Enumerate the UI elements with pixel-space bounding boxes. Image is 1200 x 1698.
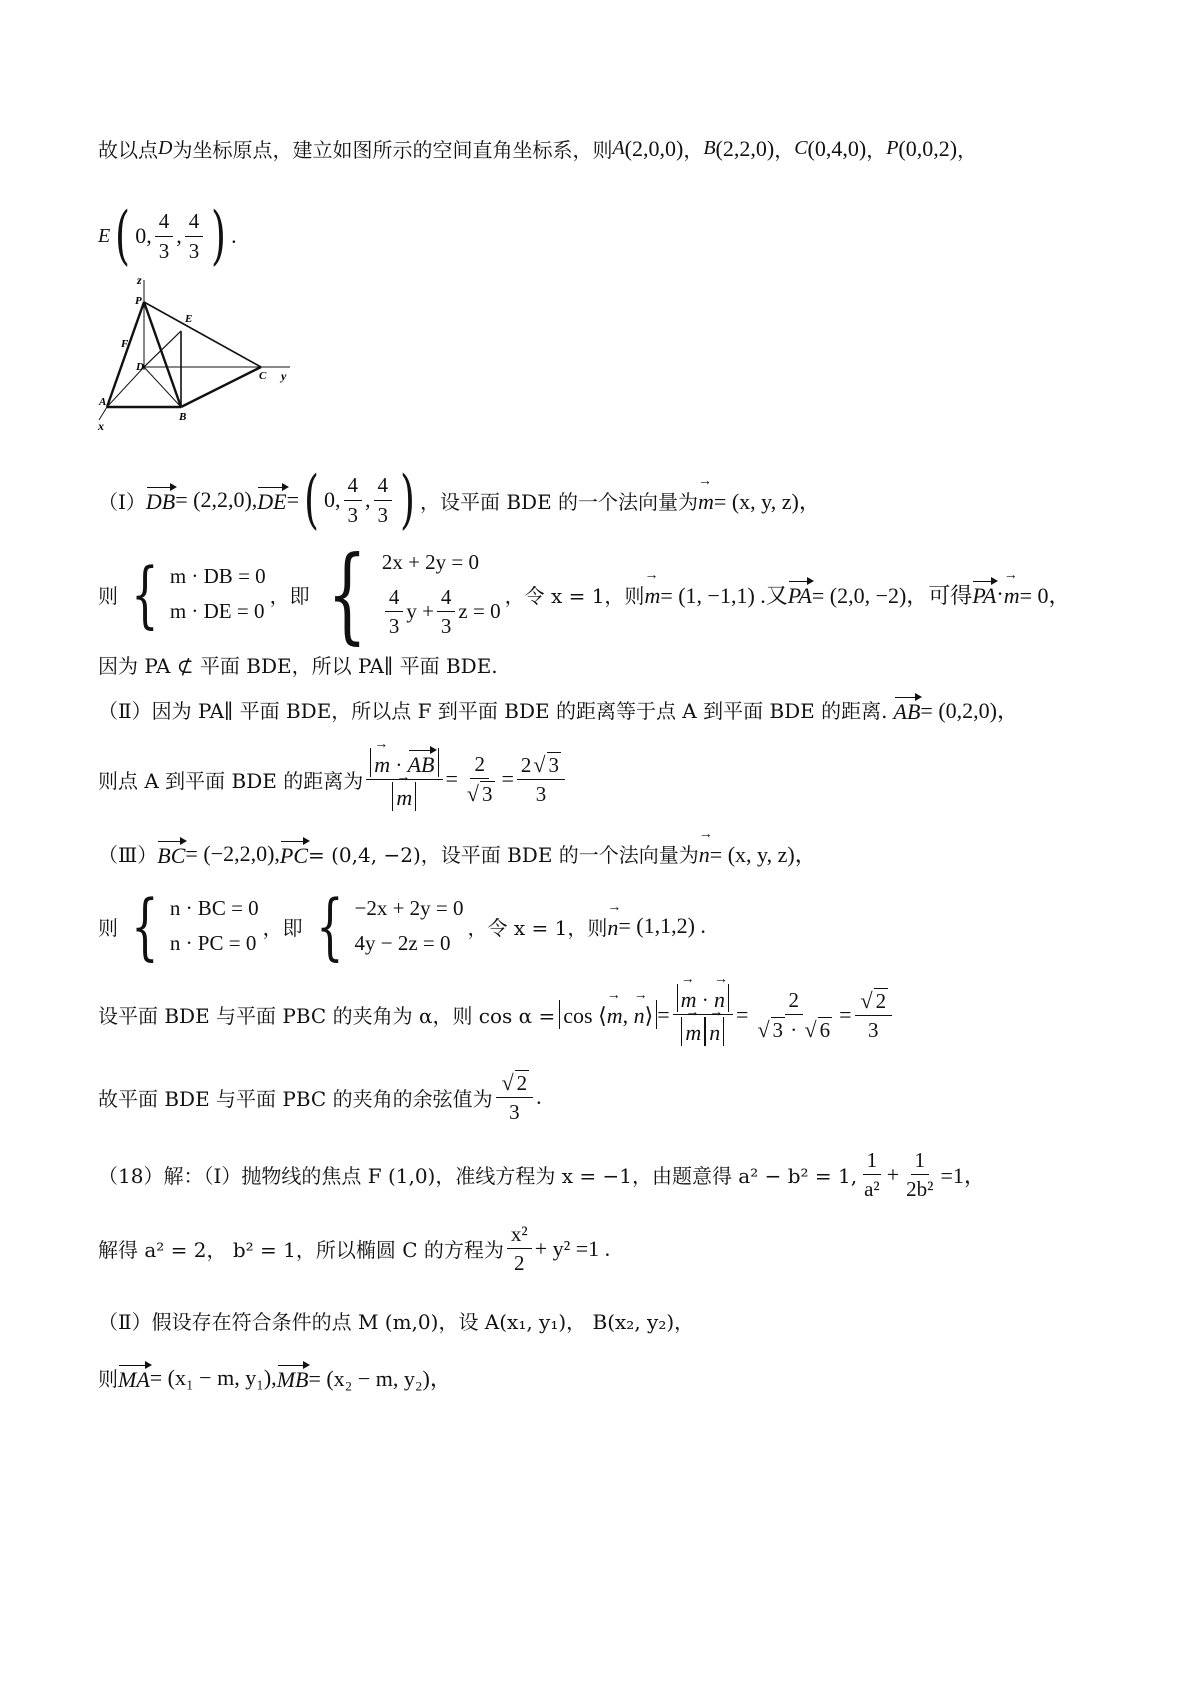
vector: BC: [157, 839, 185, 869]
fraction: $\frac{2}{√ 3}$: [466, 752, 493, 807]
text: ，即: [262, 915, 303, 940]
geometry-figure: [95, 272, 315, 432]
equals: =: [445, 766, 458, 792]
fraction: $\frac{4}{3}$: [155, 209, 174, 262]
fraction: $\frac{4}{3}$: [374, 473, 393, 526]
q18-vectors: [98, 1362, 452, 1393]
vector-m: → m: [644, 580, 660, 609]
vector-value: = (1, −1,1) .又: [660, 582, 788, 608]
fraction: → m · → n → m→ n: [673, 984, 733, 1046]
vector: DE: [257, 485, 286, 515]
coord: 0,: [324, 487, 341, 512]
comma: ,: [365, 487, 371, 512]
vector-value: = (x₁ − m, y₁),: [149, 1364, 277, 1390]
coordinate: (2,0,0): [624, 135, 684, 161]
fraction: $\frac{1}{\text{2b²}}$: [906, 1148, 934, 1202]
text: ，: [866, 138, 887, 162]
point-label-a: A: [99, 396, 107, 408]
equals: =: [501, 766, 514, 792]
point-label: E: [98, 224, 111, 247]
text: =1，: [940, 1163, 986, 1189]
text: ，令 x = 1，则: [504, 583, 645, 608]
paren: ): [211, 199, 227, 273]
part3-system: [98, 884, 706, 968]
point-label-e: E: [185, 313, 193, 325]
text: 设平面 BDE 与平面 PBC 的夹角为 α，则 cos α =: [98, 1004, 556, 1029]
coordinate: (2,2,0): [715, 135, 775, 161]
fraction: $\frac{2}{√ 3 \cdot √ 6}$: [757, 987, 831, 1042]
part2-distance: [98, 748, 568, 811]
coordinate: (0,4,0): [807, 135, 867, 161]
equation-system: [307, 884, 464, 968]
vector-value: = (2,2,0),: [175, 487, 258, 512]
equals: =: [657, 1001, 670, 1027]
equation-system: [122, 884, 259, 968]
fraction: $\frac{\text{x²}}{2}$: [507, 1222, 532, 1275]
vector: AB: [894, 695, 921, 725]
part1-vectors: [98, 463, 821, 537]
equation: $\frac{4}{3}$ y + $\frac{4}{3}$ z = 0: [382, 585, 501, 638]
q18-part1: [98, 1148, 986, 1201]
conclusion-parallel: [98, 650, 498, 679]
equation-system: [122, 552, 266, 636]
text: 故平面 BDE 与平面 PBC 的夹角的余弦值为: [98, 1086, 493, 1111]
vector: MA: [118, 1363, 150, 1393]
vector: PA: [972, 579, 996, 609]
text: 因为 PA ⊄ 平面 BDE，所以 PA∥ 平面 BDE.: [98, 654, 498, 678]
text: ，即: [269, 583, 310, 608]
q18-ellipse: [98, 1222, 610, 1275]
part3-cosine: [98, 984, 895, 1046]
text: ，: [957, 138, 978, 162]
vector-value: = (x, y, z)，: [713, 488, 821, 514]
part-label: （Ⅲ）: [98, 843, 158, 867]
text: ，: [683, 138, 704, 162]
coordinate: (0,0,2): [898, 135, 958, 161]
part3-answer: [98, 1070, 542, 1124]
vector-value: = (−2,2,0),: [185, 840, 280, 866]
vector-value: = (0,2,0)，: [920, 698, 1019, 723]
comma: ,: [176, 223, 182, 248]
text: 则: [98, 1367, 118, 1391]
point-label: D: [158, 137, 173, 159]
equation: 2x + 2y = 0: [381, 549, 480, 574]
text: ，令 x = 1，则: [467, 915, 608, 940]
part1-system: [98, 533, 1071, 655]
period: .: [536, 1084, 542, 1110]
equation-system: [314, 533, 501, 655]
vector-value: = (x, y, z)，: [709, 842, 817, 867]
text: 解得 a² = 2， b² = 1，所以椭圆 C 的方程为: [98, 1238, 504, 1263]
paren: (: [304, 463, 320, 537]
vector: PC: [280, 839, 308, 869]
abs-cos: cos ⟨→ m, → n⟩: [559, 1000, 657, 1029]
text: = 0，: [1019, 582, 1071, 608]
coord: 0,: [135, 223, 152, 248]
point-label: P: [886, 137, 899, 159]
equals: =: [286, 487, 300, 512]
fraction: $\frac{√ 2}{3}$: [496, 1070, 534, 1124]
equation: −2x + 2y = 0: [354, 896, 464, 920]
dot: ·: [996, 581, 1004, 606]
axis-label-z: z: [137, 273, 142, 287]
period: .: [231, 223, 237, 248]
brace: {: [131, 552, 159, 636]
point-label-c: C: [259, 370, 267, 382]
q18-part2: [98, 1306, 694, 1335]
text: = (0,4, −2)，设平面 BDE 的一个法向量为: [308, 843, 699, 867]
text: （Ⅱ）假设存在符合条件的点 M (m,0)，设 A(x₁, y₁)， B(x₂, y₂)，: [98, 1310, 695, 1334]
axis-label-x: x: [98, 419, 104, 432]
fraction: $\frac{√ 2}{3}$: [855, 988, 893, 1042]
text: + y² =1 .: [534, 1235, 611, 1261]
vector-value: = (x₂ − m, y₂)，: [308, 1366, 452, 1391]
fraction-distance: → m · AB → m: [366, 748, 442, 811]
point-label-f: F: [121, 338, 129, 350]
vector-n: → n: [699, 839, 710, 868]
text: 为坐标原点，建立如图所示的空间直角坐标系，则: [172, 138, 613, 162]
paren: ): [400, 463, 415, 537]
vector-n: → n: [607, 912, 618, 941]
point-label: A: [612, 137, 625, 159]
fraction: $\frac{2√ 3}{3}$: [517, 752, 565, 806]
vector: PA: [788, 579, 812, 609]
point-label-p: P: [135, 295, 142, 307]
text: 则: [98, 583, 118, 608]
point-label-d: D: [136, 361, 144, 373]
equation: n · BC = 0: [169, 896, 259, 920]
text: 则点 A 到平面 BDE 的距离为: [98, 768, 364, 793]
brace: {: [315, 884, 344, 968]
vector-value: = (1,1,2) .: [618, 913, 706, 938]
plus: +: [886, 1161, 900, 1187]
part3-vectors: [98, 838, 817, 869]
equation: m · DB = 0: [169, 564, 266, 588]
text: （18）解：（Ⅰ）抛物线的焦点 F (1,0)，准线方程为 x = −1，由题意得 a² − b² = 1,: [98, 1164, 858, 1189]
fraction: $\frac{4}{3}$: [344, 473, 363, 526]
vector-m: → m: [1004, 580, 1020, 609]
text: ，: [774, 138, 795, 162]
paren: (: [115, 199, 131, 273]
point-label: C: [794, 137, 808, 159]
part-label: （Ⅰ）: [98, 489, 146, 514]
vector-value: = (2,0, −2)，可得: [811, 582, 973, 608]
equation: n · PC = 0: [169, 931, 257, 955]
point-label: B: [703, 137, 716, 159]
brace: {: [326, 533, 367, 655]
text: 故以点: [98, 138, 158, 162]
equals: =: [839, 1001, 852, 1027]
vector: DB: [146, 485, 175, 515]
axis-label-y: y: [281, 369, 287, 383]
fraction: $\frac{1}{\text{a²}}$: [864, 1148, 880, 1202]
point-e: [98, 199, 237, 273]
fraction: $\frac{4}{3}$: [185, 209, 204, 262]
text: ，设平面 BDE 的一个法向量为: [419, 489, 699, 514]
equals: =: [736, 1001, 749, 1027]
text: （Ⅱ）因为 PA∥ 平面 BDE，所以点 F 到平面 BDE 的距离等于点 A 到平面 BDE 的距离.: [98, 699, 888, 723]
paragraph-coordinates: [98, 134, 977, 163]
text: 则: [98, 915, 118, 940]
point-label-b: B: [179, 411, 187, 423]
part2-statement: [98, 694, 1019, 725]
brace: {: [131, 884, 159, 968]
equation: m · DE = 0: [169, 599, 265, 623]
vector-m: → m: [698, 486, 714, 515]
vector: MB: [277, 1363, 309, 1393]
equation: 4y − 2z = 0: [354, 931, 451, 955]
